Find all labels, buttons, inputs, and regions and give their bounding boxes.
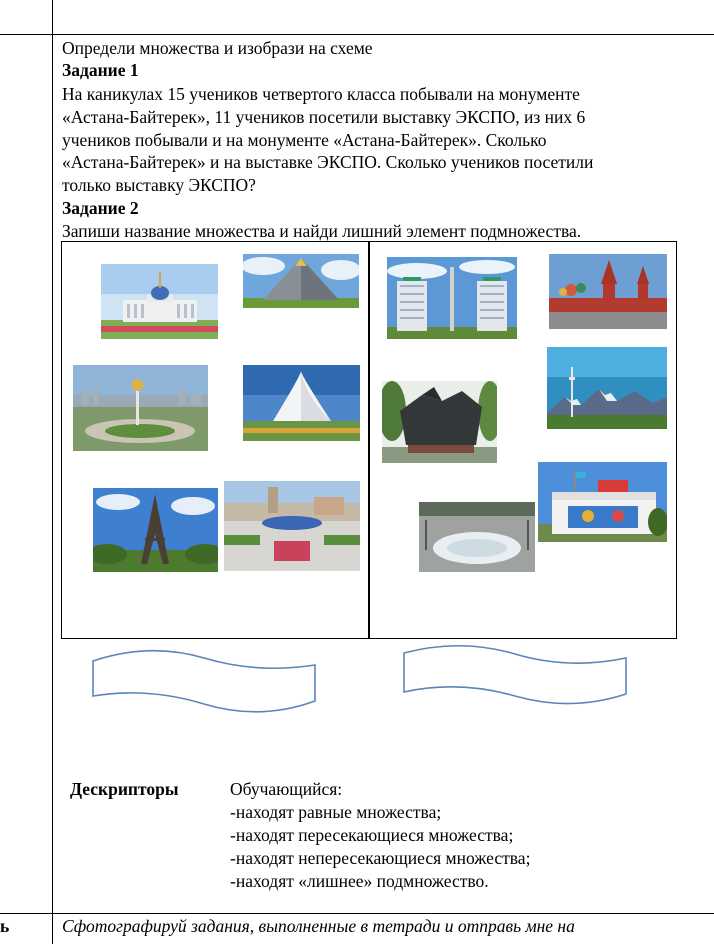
- photo-pyramid-peace-palace: [243, 254, 359, 308]
- photo-almaty-circus: [538, 462, 667, 542]
- photo-baiterek-panorama: [73, 365, 208, 451]
- descriptors-heading: Обучающийся:: [230, 779, 343, 799]
- task1-line-1: На каникулах 15 учеников четвертого класса побывали на монументе: [62, 84, 580, 104]
- left-set-name-banner[interactable]: [90, 648, 318, 714]
- task1-title: Задание 1: [62, 60, 139, 80]
- photo-khan-shatyr: [243, 365, 360, 441]
- task1-line-2: «Астана-Байтерек», 11 учеников посетили выставку ЭКСПО, из них 6: [62, 107, 586, 127]
- table-bottom-row-divider: [0, 913, 714, 914]
- photo-astana-square: [224, 481, 360, 571]
- task2-title: Задание 2: [62, 198, 139, 218]
- photo-almaty-towers: [387, 257, 517, 339]
- photo-moscow-kremlin: [549, 254, 667, 329]
- task2-text: Запиши название множества и найди лишний элемент подмножества.: [62, 221, 582, 241]
- table-top-row-divider: [0, 34, 714, 35]
- photo-akorda-palace: [101, 264, 218, 339]
- descriptor-item-1: -находят равные множества;: [230, 802, 442, 822]
- descriptors-label: Дескрипторы: [70, 779, 179, 799]
- descriptor-item-2: -находят пересекающиеся множества;: [230, 825, 514, 845]
- intro-text: Определи множества и изобрази на схеме: [62, 38, 373, 58]
- right-set-name-banner[interactable]: [401, 644, 629, 710]
- descriptor-item-3: -находят непересекающиеся множества;: [230, 848, 531, 868]
- photo-eiffel-tower: [93, 488, 218, 572]
- photo-medeu-tv-tower: [547, 347, 667, 429]
- footer-instruction: Сфотографируй задания, выполненные в тетради и отправь мне на: [62, 916, 575, 936]
- task1-line-4: «Астана-Байтерек» и на выставке ЭКСПО. Сколько учеников посетили: [62, 152, 594, 172]
- footer-left-fragment: ь: [0, 916, 10, 936]
- photo-panfilov-memorial: [382, 381, 497, 463]
- table-left-divider: [52, 0, 53, 944]
- photo-medeu-rink: [419, 502, 535, 572]
- descriptor-item-4: -находят «лишнее» подмножество.: [230, 871, 489, 891]
- task1-line-3: учеников побывали и на монументе «Астана-Байтерек». Сколько: [62, 130, 547, 150]
- task1-line-5: только выставку ЭКСПО?: [62, 175, 256, 195]
